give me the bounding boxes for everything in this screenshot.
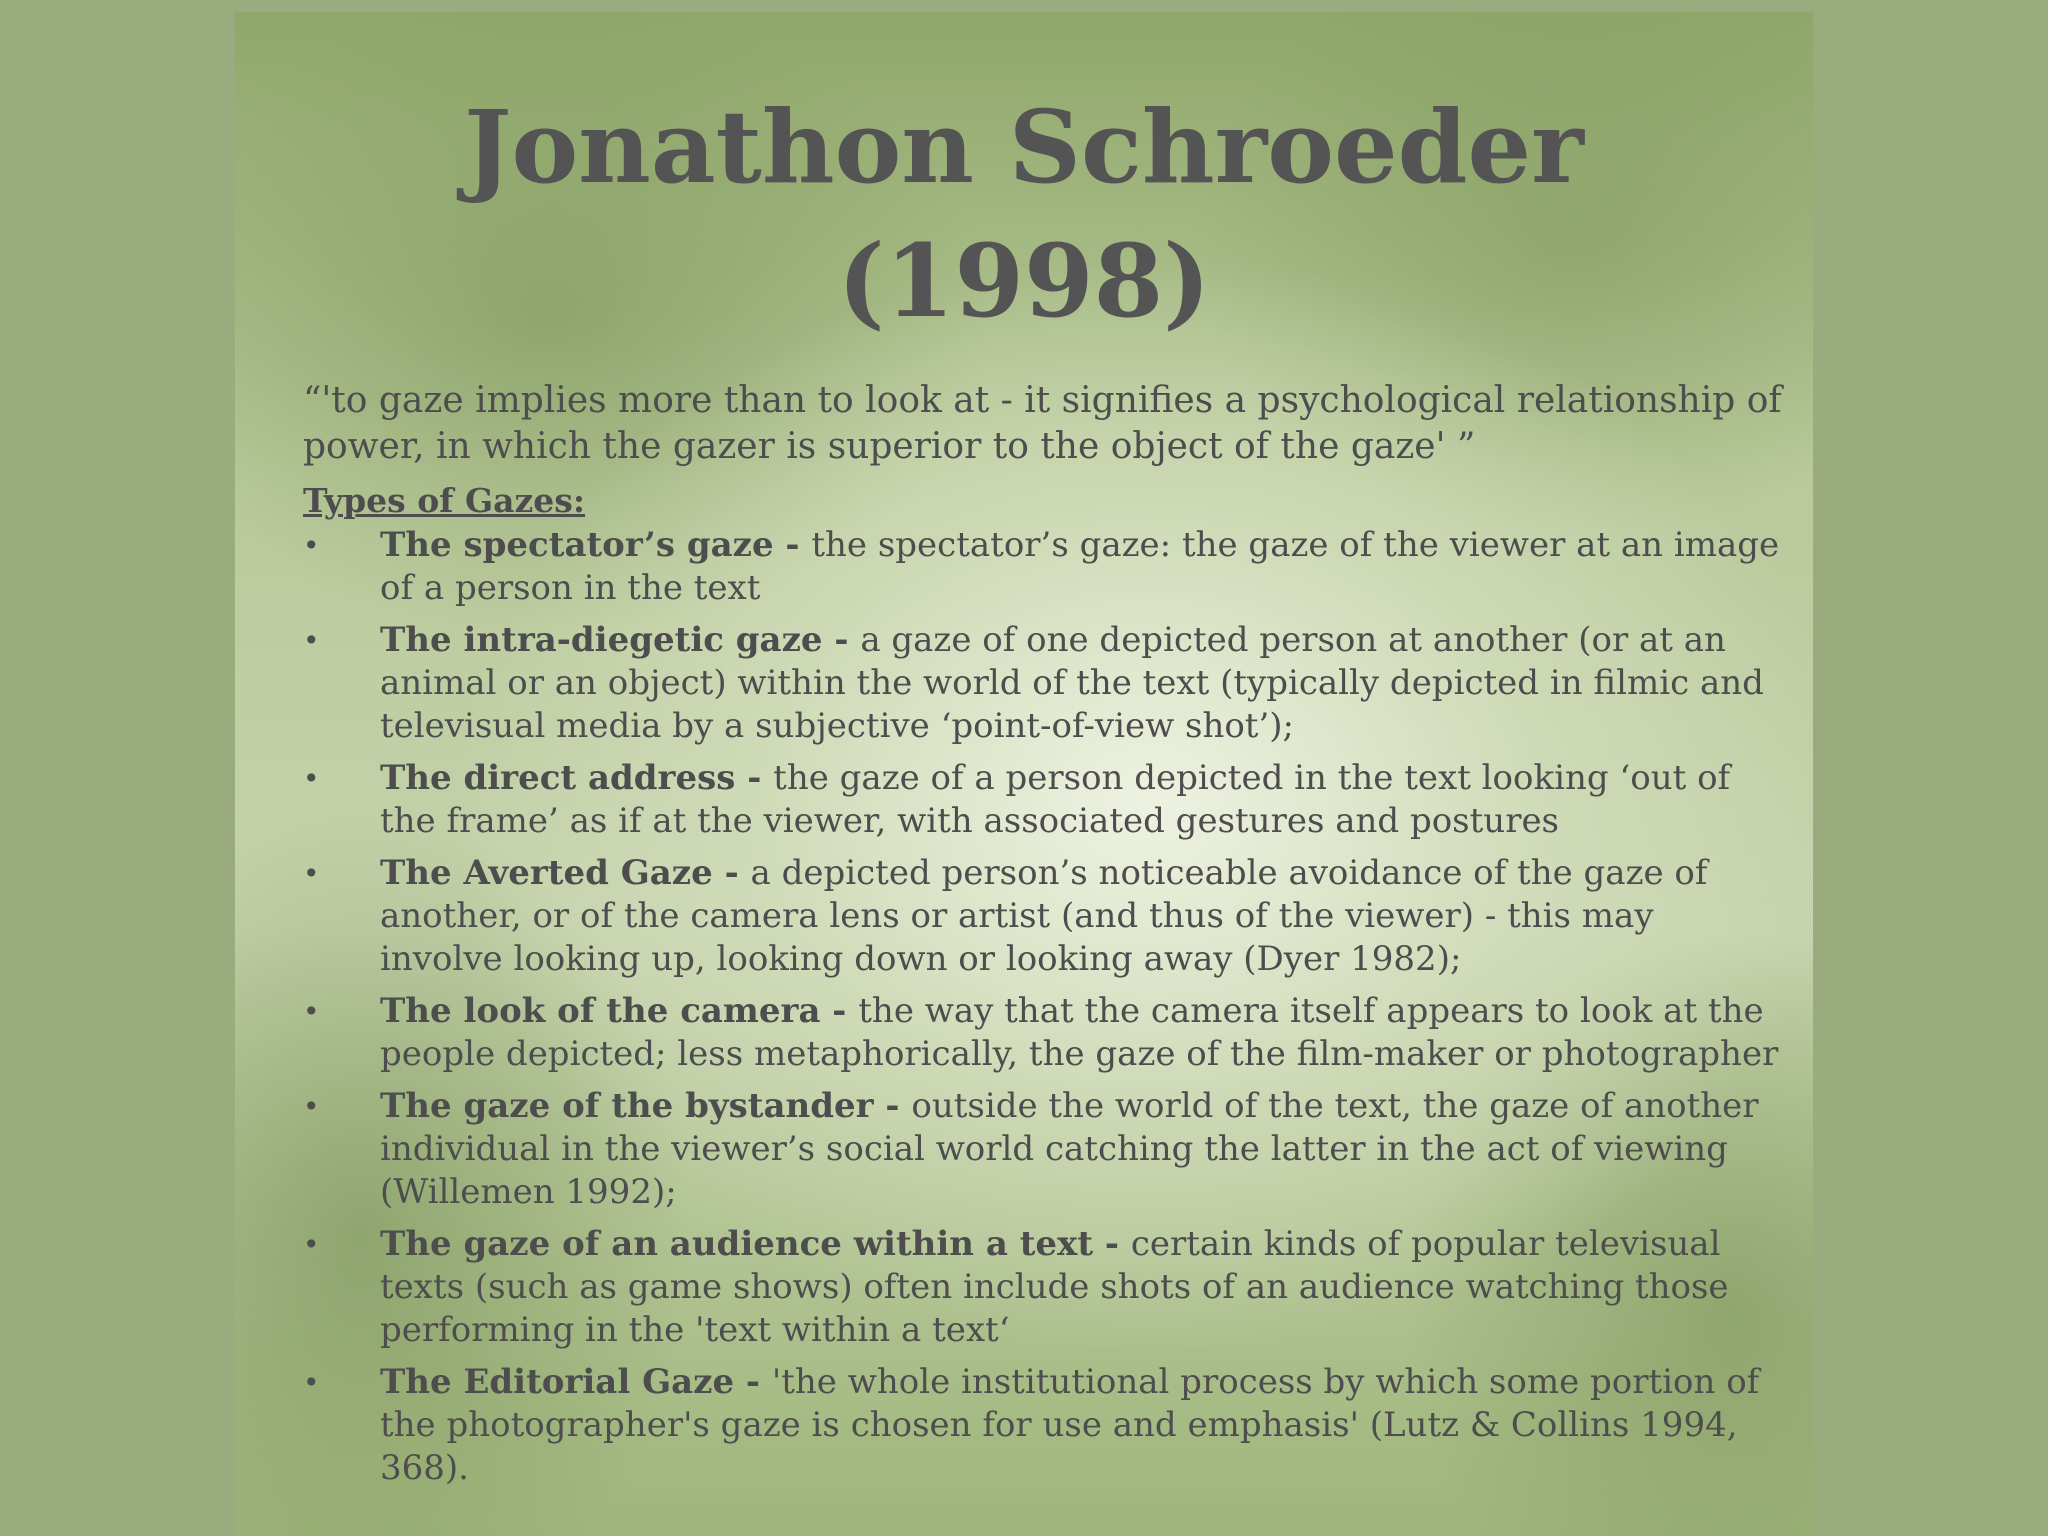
gaze-description: outside the world of the text, the gaze of another individual in the viewer’s social world catching the latter in the act of viewing (Willemen 1992); [380, 1086, 1759, 1212]
slide [235, 12, 1813, 1536]
bullet-icon: • [303, 529, 320, 562]
list-item [303, 990, 1783, 1076]
gaze-term: The gaze of an audience within a text - [380, 1224, 1131, 1264]
bullet-icon: • [303, 762, 320, 795]
bullet-icon: • [303, 995, 320, 1028]
gaze-term: The Averted Gaze - [380, 853, 751, 893]
list-item [303, 619, 1783, 748]
gaze-term: The spectator’s gaze - [380, 525, 812, 565]
bullet-icon: • [303, 624, 320, 657]
slide-content [303, 378, 1783, 1499]
gaze-description: 'the whole institutional process by which some portion of the photographer's gaze is chosen for use and emphasis' (Lutz & Collins 1994, 368). [380, 1362, 1760, 1488]
bullet-icon: • [303, 1090, 320, 1123]
title-line-1: Jonathon Schroeder [464, 88, 1584, 206]
slide-title [235, 80, 1813, 348]
gaze-description: a gaze of one depicted person at another (or at an animal or an object) within the world of the text (typically depicted in filmic and televisual media by a subjective ‘point-of-view shot’); [380, 620, 1764, 746]
list-item [303, 757, 1783, 843]
bullet-icon: • [303, 1366, 320, 1399]
gaze-types-list [303, 524, 1783, 1490]
gaze-term: The Editorial Gaze - [380, 1362, 772, 1402]
list-item [303, 852, 1783, 981]
list-item [303, 1085, 1783, 1214]
gaze-description: certain kinds of popular televisual texts (such as game shows) often include shots of an audience watching those performing in the 'text within a text‘ [380, 1224, 1729, 1350]
list-item [303, 1223, 1783, 1352]
gaze-description: the spectator’s gaze: the gaze of the viewer at an image of a person in the text [380, 525, 1780, 608]
gaze-term: The direct address - [380, 758, 774, 798]
list-item [303, 524, 1783, 610]
quote-text: “'to gaze implies more than to look at - it signifies a psychological relationship of power, in which the gazer is superior to the object of the gaze' ” [303, 380, 1782, 467]
gaze-term: The gaze of the bystander - [380, 1086, 912, 1126]
bullet-icon: • [303, 857, 320, 890]
gaze-description: the way that the camera itself appears to look at the people depicted; less metaphorically, the gaze of the film-maker or photographer [380, 991, 1779, 1074]
gaze-term: The intra-diegetic gaze - [380, 620, 861, 660]
list-item [303, 1361, 1783, 1490]
gaze-description: a depicted person’s noticeable avoidance of the gaze of another, or of the camera lens or artist (and thus of the viewer) - this may involve looking up, looking down or looking away (Dyer 1982); [380, 853, 1708, 979]
gaze-description: the gaze of a person depicted in the text looking ‘out of the frame’ as if at the viewer, with associated gestures and postures [380, 758, 1731, 841]
title-line-2: (1998) [837, 222, 1211, 340]
bullet-icon: • [303, 1228, 320, 1261]
gaze-term: The look of the camera - [380, 991, 859, 1031]
types-heading: Types of Gazes: [303, 481, 585, 520]
